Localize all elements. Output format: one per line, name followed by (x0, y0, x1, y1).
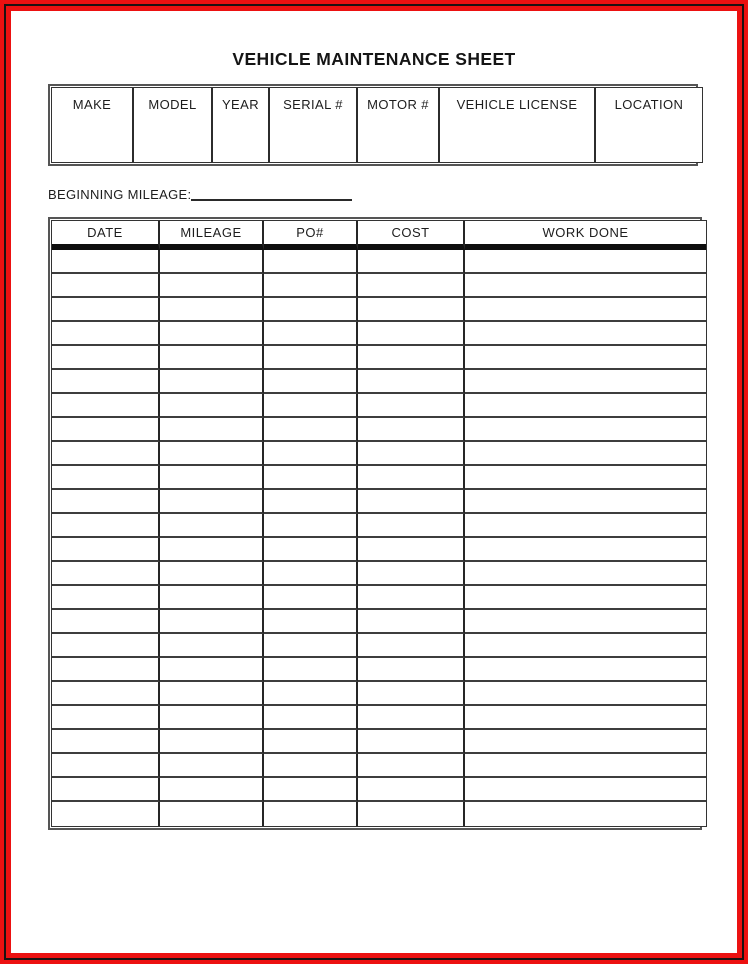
log-cell (358, 442, 465, 466)
log-row (52, 274, 706, 298)
log-table-body (52, 250, 706, 826)
log-cell (160, 634, 264, 658)
beginning-mileage-line (48, 186, 737, 202)
log-cell (160, 418, 264, 442)
log-row (52, 418, 706, 442)
log-cell (358, 658, 465, 682)
log-cell (465, 754, 706, 778)
log-row (52, 466, 706, 490)
log-cell (465, 466, 706, 490)
log-cell (52, 706, 160, 730)
log-cell (160, 298, 264, 322)
log-cell (358, 802, 465, 826)
log-cell (264, 706, 358, 730)
log-cell (465, 490, 706, 514)
log-cell (465, 370, 706, 394)
log-cell (465, 634, 706, 658)
log-cell (160, 610, 264, 634)
log-cell (465, 778, 706, 802)
log-row (52, 706, 706, 730)
log-cell (358, 274, 465, 298)
log-row (52, 394, 706, 418)
log-cell (160, 562, 264, 586)
log-cell (52, 538, 160, 562)
log-cell (465, 274, 706, 298)
log-cell (160, 658, 264, 682)
log-header-cost: COST (358, 221, 465, 250)
vehicle-info-row (52, 88, 702, 162)
log-row (52, 682, 706, 706)
log-cell (160, 586, 264, 610)
log-cell (264, 394, 358, 418)
log-cell (52, 466, 160, 490)
log-cell (52, 274, 160, 298)
log-cell (160, 346, 264, 370)
log-cell (358, 490, 465, 514)
info-cell-make: MAKE (52, 88, 134, 162)
log-row (52, 346, 706, 370)
log-cell (264, 418, 358, 442)
beginning-mileage-label: BEGINNING MILEAGE: (48, 187, 192, 202)
log-cell (160, 682, 264, 706)
log-cell (160, 322, 264, 346)
log-cell (358, 730, 465, 754)
log-row (52, 442, 706, 466)
log-cell (358, 682, 465, 706)
log-row (52, 778, 706, 802)
log-cell (465, 610, 706, 634)
log-cell (465, 442, 706, 466)
log-header-row (52, 221, 706, 250)
info-cell-location: LOCATION (596, 88, 702, 162)
log-cell (264, 610, 358, 634)
log-cell (358, 586, 465, 610)
log-row (52, 562, 706, 586)
log-cell (264, 346, 358, 370)
log-row (52, 586, 706, 610)
page-border-black-line (4, 4, 744, 960)
log-cell (160, 706, 264, 730)
log-cell (264, 634, 358, 658)
log-cell (264, 250, 358, 274)
log-cell (264, 490, 358, 514)
log-cell (465, 706, 706, 730)
log-cell (358, 418, 465, 442)
log-cell (160, 274, 264, 298)
log-cell (465, 298, 706, 322)
log-cell (52, 394, 160, 418)
log-cell (264, 514, 358, 538)
log-cell (52, 514, 160, 538)
log-cell (52, 778, 160, 802)
page-title: VEHICLE MAINTENANCE SHEET (232, 49, 516, 69)
page-content (6, 6, 742, 958)
log-cell (160, 490, 264, 514)
log-cell (358, 754, 465, 778)
log-cell (52, 586, 160, 610)
log-cell (358, 538, 465, 562)
log-cell (264, 730, 358, 754)
log-cell (465, 514, 706, 538)
info-cell-year: YEAR (213, 88, 270, 162)
log-cell (160, 250, 264, 274)
log-row (52, 802, 706, 826)
log-cell (465, 346, 706, 370)
log-cell (358, 466, 465, 490)
log-cell (264, 562, 358, 586)
log-cell (264, 298, 358, 322)
log-cell (160, 538, 264, 562)
log-cell (465, 538, 706, 562)
log-row (52, 610, 706, 634)
log-row (52, 658, 706, 682)
log-cell (465, 802, 706, 826)
log-cell (52, 610, 160, 634)
log-header-po: PO# (264, 221, 358, 250)
log-cell (264, 274, 358, 298)
info-cell-serial: SERIAL # (270, 88, 358, 162)
log-header-work-done: WORK DONE (465, 221, 706, 250)
log-cell (264, 682, 358, 706)
log-row (52, 514, 706, 538)
log-cell (465, 586, 706, 610)
log-cell (52, 442, 160, 466)
log-cell (264, 466, 358, 490)
log-cell (52, 418, 160, 442)
log-cell (264, 778, 358, 802)
beginning-mileage-blank (191, 188, 352, 201)
log-row (52, 298, 706, 322)
log-cell (465, 418, 706, 442)
log-cell (160, 394, 264, 418)
log-cell (358, 634, 465, 658)
log-cell (52, 754, 160, 778)
log-cell (52, 322, 160, 346)
log-cell (160, 778, 264, 802)
log-cell (52, 370, 160, 394)
log-cell (465, 250, 706, 274)
log-cell (358, 562, 465, 586)
log-cell (465, 394, 706, 418)
log-cell (52, 658, 160, 682)
log-cell (465, 658, 706, 682)
log-row (52, 322, 706, 346)
log-header-mileage: MILEAGE (160, 221, 264, 250)
log-cell (160, 802, 264, 826)
log-cell (264, 754, 358, 778)
log-cell (52, 298, 160, 322)
log-cell (52, 730, 160, 754)
info-cell-model: MODEL (134, 88, 213, 162)
log-cell (465, 322, 706, 346)
log-cell (264, 802, 358, 826)
log-cell (52, 634, 160, 658)
log-cell (160, 466, 264, 490)
log-header-date: DATE (52, 221, 160, 250)
log-cell (52, 490, 160, 514)
log-cell (52, 250, 160, 274)
log-row (52, 250, 706, 274)
log-cell (52, 562, 160, 586)
log-cell (264, 658, 358, 682)
log-cell (358, 250, 465, 274)
log-cell (358, 610, 465, 634)
log-cell (264, 538, 358, 562)
log-row (52, 634, 706, 658)
log-cell (358, 298, 465, 322)
vehicle-info-table (48, 84, 698, 166)
log-cell (160, 730, 264, 754)
log-cell (465, 562, 706, 586)
log-cell (264, 370, 358, 394)
log-row (52, 370, 706, 394)
log-cell (52, 346, 160, 370)
log-cell (160, 514, 264, 538)
log-cell (465, 730, 706, 754)
log-cell (160, 370, 264, 394)
info-cell-vehicle-license: VEHICLE LICENSE (440, 88, 596, 162)
log-cell (465, 682, 706, 706)
log-cell (264, 586, 358, 610)
log-cell (358, 706, 465, 730)
log-row (52, 730, 706, 754)
log-cell (264, 442, 358, 466)
log-cell (52, 682, 160, 706)
log-cell (358, 346, 465, 370)
log-cell (358, 778, 465, 802)
log-cell (358, 514, 465, 538)
info-cell-motor: MOTOR # (358, 88, 440, 162)
log-cell (52, 802, 160, 826)
log-cell (160, 442, 264, 466)
log-row (52, 490, 706, 514)
log-cell (358, 394, 465, 418)
log-cell (264, 322, 358, 346)
log-cell (160, 754, 264, 778)
log-row (52, 538, 706, 562)
log-row (52, 754, 706, 778)
maintenance-log-table (48, 217, 702, 830)
log-cell (358, 370, 465, 394)
log-cell (358, 322, 465, 346)
